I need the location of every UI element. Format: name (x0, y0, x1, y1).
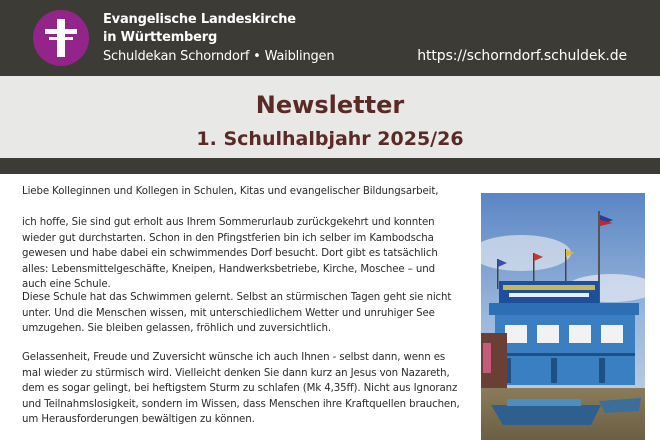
floating-school-photo (481, 193, 645, 440)
post (551, 358, 557, 383)
org-department: Schuldekan Schorndorf • Waiblingen (103, 49, 335, 64)
cross-bar (45, 29, 77, 34)
roof (489, 303, 639, 315)
post (599, 358, 605, 383)
railing (495, 353, 635, 356)
divider-bar (0, 158, 660, 174)
org-name-line2: in Württemberg (103, 30, 218, 45)
paragraph: Gelassenheit, Freude und Zuversicht wünsche ich auch Ihnen - selbst dann, wenn es mal wieder zu stürmisch wird. Vielleicht denken Sie dann kurz an Jesus von Nazareth, dem es sogar gelingt, bei heftigstem Sturm zu schlafen (Mk 4,35ff). Nicht aus Ignoranz und Teilnahmslosigkeit, sondern im Wissen, dass Menschen ihre Kraftquellen brauchen, um Herausforderungen bewältigen zu können. (22, 352, 460, 425)
newsletter-subtitle: 1. Schulhalbjahr 2025/26 (196, 128, 464, 150)
window (505, 325, 527, 343)
paragraph: Diese Schule hat das Schwimmen gelernt. Selbst an stürmischen Tagen geht sie nicht unter. Und die Menschen wissen, mit unterschiedlichem Wetter und unruhiger See umzugehen. Sie bleiben gelassen, fröhlich und zuversichtlich. (22, 292, 452, 334)
boat-deck (507, 399, 581, 406)
sign-text-khmer (503, 285, 595, 290)
greeting: Liebe Kolleginnen und Kollegen in Schulen, Kitas und evangelischer Bildungsarbeit, (22, 186, 439, 197)
newsletter-title: Newsletter (255, 91, 405, 119)
cross-bar-lower (49, 37, 73, 40)
church-logo[interactable] (33, 10, 89, 66)
sign-text (509, 293, 589, 297)
org-name-line1: Evangelische Landeskirche (103, 12, 296, 27)
website-url[interactable]: https://schorndorf.schuldek.de (417, 48, 627, 64)
boat (491, 405, 601, 425)
laundry (483, 343, 491, 373)
window (601, 325, 623, 343)
paragraph: ich hoffe, Sie sind gut erholt aus Ihrem Sommerurlaub zurückgekehrt und konnten wieder gut durchstarten. Schon in den Pfingstferien bin ich selber im Kambodscha gewesen und habe dabei ein schwimmendes Dorf besucht. Dort gibt es tatsächlich alles: Lebensmittelgeschäfte, Kneipen, Handwerksbetriebe, Kirche, Moschee – und auch eine Schule. (22, 217, 438, 290)
window (537, 325, 559, 343)
window (569, 325, 591, 343)
school-sign (499, 281, 599, 303)
photo-illustration (481, 193, 645, 440)
